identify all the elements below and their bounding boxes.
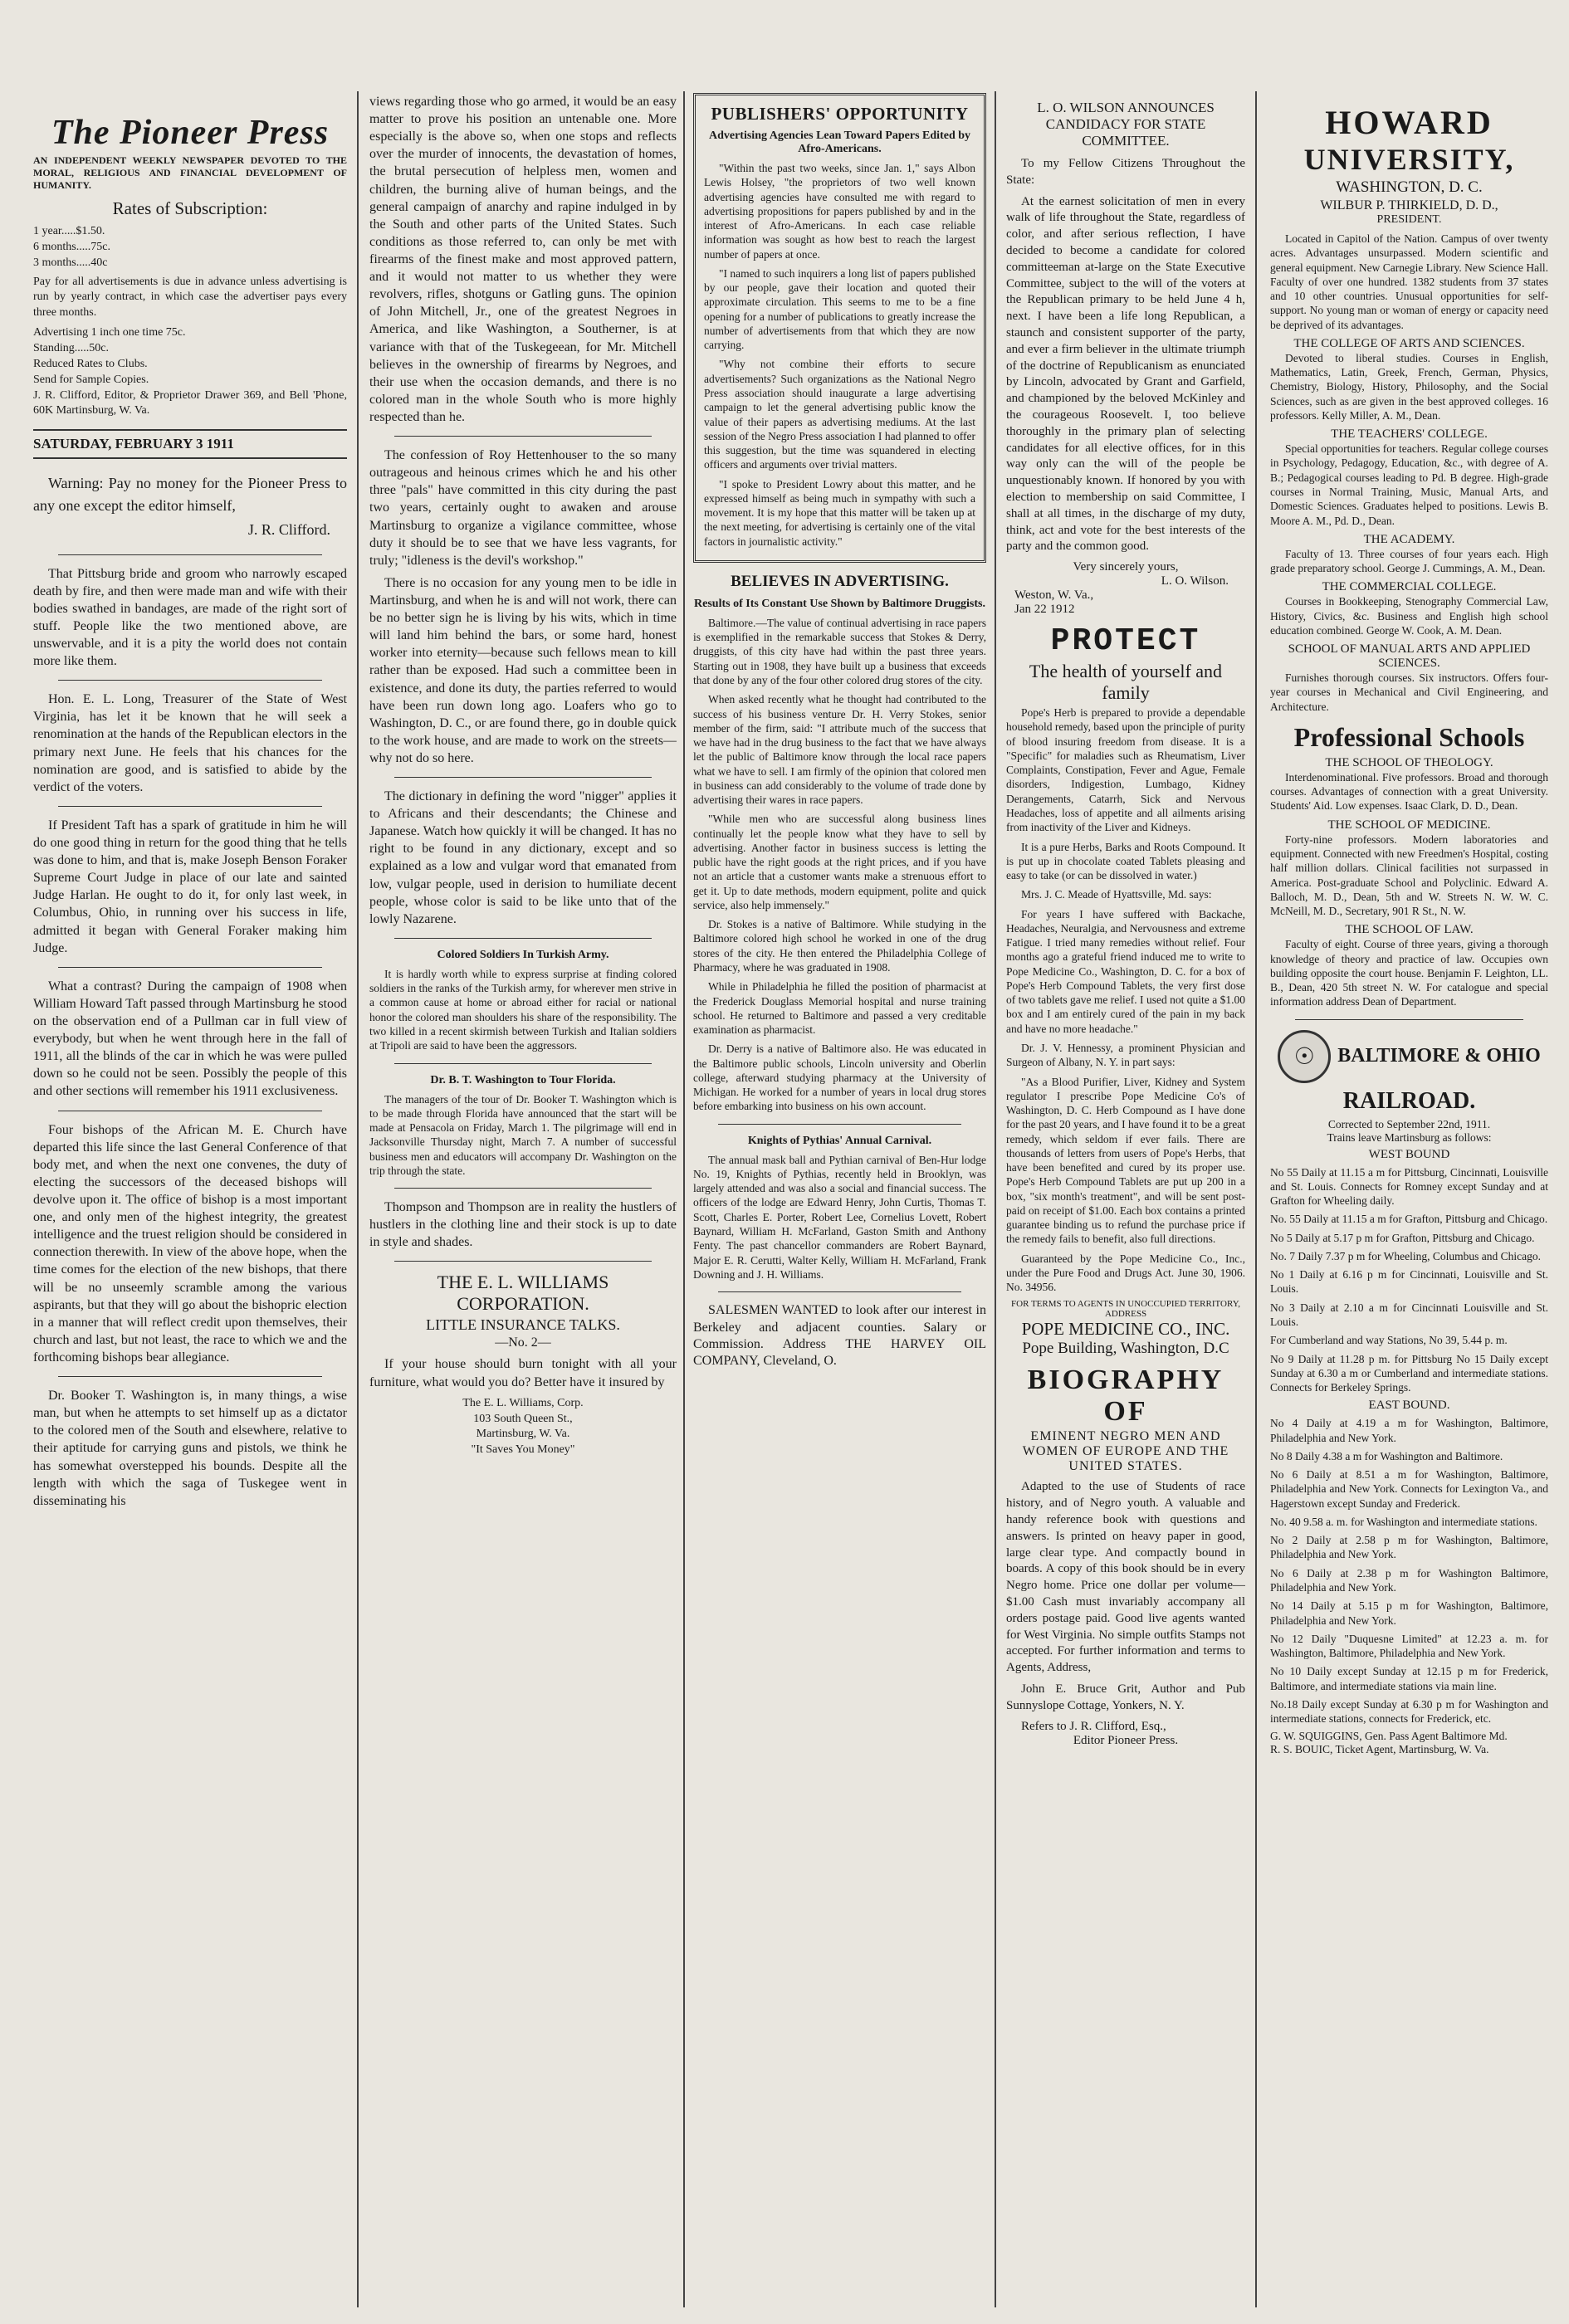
article-body: The managers of the tour of Dr. Booker T. Washington which is to be made through Florida have announced that the start will be made at Pensacola on Friday, March 1. The pilgrimage will end in Jacksonville Thursday night, March 7. A number of successful business men and educators will accompany Dr. Washington on the trip through the state. bbox=[369, 1092, 677, 1177]
rates-note: Pay for all advertisements is due in advance unless advertising is run by yearly contract, in which case the advertiser pays every three months. bbox=[33, 275, 347, 319]
editorial-paragraph: If President Taft has a spark of gratitude in him he will do one good thing in return for the good thing that he tells was done to him, and that is, make Joseph Benson Foraker Supreme Court Judge in place of our late and sainted Judge Harlan. He ought to do it, for only last week, in Columbus, Ohio, in running over his success in life, admitted it began with General Foraker making him Judge. bbox=[33, 818, 347, 955]
school-headline: THE COLLEGE OF ARTS AND SCIENCES. bbox=[1293, 336, 1525, 350]
train-entry: No 6 Daily at 8.51 a m for Washington, Baltimore, Philadelphia and New York. Connects for Lexington Va., and Hagerstown except Sunday and Frederick. bbox=[1270, 1468, 1548, 1510]
train-entry: No 14 Daily at 5.15 p m for Washington, Baltimore, Philadelphia and New York. bbox=[1270, 1599, 1548, 1627]
westbound-list bbox=[1270, 1165, 1548, 1395]
school-headline: THE SCHOOL OF MEDICINE. bbox=[1327, 818, 1491, 832]
railroad-ticket-agent: R. S. BOUIC, Ticket Agent, Martinsburg, W. Va. bbox=[1270, 1743, 1489, 1756]
column-rule bbox=[357, 91, 359, 2307]
box-headline: PUBLISHERS' OPPORTUNITY bbox=[711, 104, 969, 124]
adv-line: Advertising 1 inch one time 75c. bbox=[33, 326, 186, 339]
school-headline: THE SCHOOL OF THEOLOGY. bbox=[1325, 755, 1493, 769]
article-subheadline: Results of Its Constant Use Shown by Baltimore Druggists. bbox=[694, 597, 985, 610]
school-body: Courses in Bookkeeping, Stenography Commercial Law, History, Civics, &c. Business and English high school education combined. George W. Cook, A. M. Dean. bbox=[1270, 595, 1548, 637]
column-1 bbox=[33, 93, 347, 1515]
rate-line: 6 months.....75c. bbox=[33, 240, 110, 253]
school-body: Faculty of eight. Course of three years, giving a thorough knowledge of theory and practice of law. Occupies own building opposite the court house. Benjamin F. Leighton, LL. B., Dean, 420 5th street N. W. For catalogue and special information address Dean of Department. bbox=[1270, 938, 1548, 1008]
train-entry: No 9 Daily at 11.28 p m. for Pittsburg No 15 Daily except Sunday at 6.30 a m or Cumberland and intermediate stations. Connects for Berkeley Springs. bbox=[1270, 1352, 1548, 1394]
box-paragraph: "Why not combine their efforts to secure advertisements? Such organizations as the National Negro Press association should inaugurate a large advertising campaign to let the general advertising public know the value of their papers as advertising mediums. At the last session of the Negro Press association I had planned to offer this suggestion, but the time was squandered in electing officers and arguments over trivial matters. bbox=[704, 358, 975, 471]
column-rule bbox=[995, 91, 996, 2307]
ad-paragraph: Pope's Herb is prepared to provide a dependable household remedy, based upon the principle of purity of blood insuring freedom from disease. It is a "Specific" for maladies such as Rheumatism, Liver Complaints, Constipation, Fever and Ague, Female disorders, Indigestion, Lumbago, Kidney Derangements, Catarrh, Sick and Nervous Headaches, loss of appetite and all ailments arising from inactivity of the Liver and Kidneys. bbox=[1006, 706, 1245, 834]
letter-signature: L. O. Wilson. bbox=[1161, 574, 1229, 588]
rate-line: 1 year.....$1.50. bbox=[33, 225, 105, 237]
train-entry: No. 7 Daily 7.37 p m for Wheeling, Columbus and Chicago. bbox=[1270, 1249, 1541, 1262]
westbound-heading: WEST BOUND bbox=[1368, 1147, 1450, 1161]
railroad-headline: RAILROAD. bbox=[1342, 1087, 1476, 1114]
biography-headline: BIOGRAPHY OF bbox=[1027, 1365, 1224, 1428]
railroad-logo bbox=[1270, 1030, 1548, 1083]
ad-address: The E. L. Williams, Corp. bbox=[462, 1396, 584, 1409]
article-paragraph: Dr. Stokes is a native of Baltimore. While studying in the Baltimore colored high school he worked in one of the drug stores of the city. He then entered the Philadelphia College of Pharmacy, where he was graduated in 1908. bbox=[693, 918, 986, 974]
divider bbox=[394, 1063, 652, 1064]
editorial-paragraph: Hon. E. L. Long, Treasurer of the State of West Virginia, has let it be known that he will seek a renomination at the hands of the Republican electors in the primary next June. He feels that his chances for the nomination are good, and is satisfied to abide by the verdict of the voters. bbox=[33, 692, 347, 794]
university-name: HOWARD bbox=[1325, 104, 1493, 141]
biography-reference-2: Editor Pioneer Press. bbox=[1073, 1733, 1179, 1747]
column-4 bbox=[1006, 93, 1245, 1748]
ad-paragraph: For years I have suffered with Backache, Headaches, Neuralgia, and Nervousness and extreme Fatigue. I tried many remedies without relief. Four months ago a grateful friend induced me to write to Pope Medicine Co., Washington, D. C. for a box of Pope's Herb Compound Tablets, the very first dose of two tablets gave me relief. I used not quite a $1.00 box and I am entirely cured of the pain in my back and have no more headache." bbox=[1006, 907, 1245, 1035]
school-headline: THE TEACHERS' COLLEGE. bbox=[1331, 427, 1488, 442]
train-entry: No 55 Daily at 11.15 a m for Pittsburg, Cincinnati, Louisville and St. Louis. Connects for Romney except Sunday and at Grafton for Wheeling daily. bbox=[1270, 1165, 1548, 1208]
classified-ad: SALESMEN WANTED to look after our interest in Berkeley and adjacent counties. Salary or Commission. Address THE HARVEY OIL COMPANY, Cleveland, O. bbox=[693, 1303, 986, 1369]
divider bbox=[718, 1291, 961, 1292]
editorial-paragraph: Four bishops of the African M. E. Church have departed this life since the last General Conference of that body met, and when the next one convenes, the duty of electing the successors of the deceased bishops will devolve upon it. The office of bishop is a most important one, and only men of the highest integrity, the greatest intelligence and the truest religion should be considered in connection therewith. In view of the above hope, when the time comes for the election of the new bishops, that there will be no unseemly scramble among the various aspirants, but that they will go about the bishopric election in a manner that will reflect credit upon themselves, their church and last, but not least, the race to which we and the forthcoming bishops bear allegiance. bbox=[33, 1122, 347, 1365]
article-headline: Dr. B. T. Washington to Tour Florida. bbox=[430, 1073, 616, 1086]
protect-subheadline: The health of yourself and family bbox=[1029, 661, 1223, 704]
school-body: Furnishes thorough courses. Six instructors. Offers four-year courses in Mechanical and Civil Engineering, and Architecture. bbox=[1270, 671, 1548, 713]
train-entry: No 4 Daily at 4.19 a m for Washington, Baltimore, Philadelphia and New York. bbox=[1270, 1417, 1548, 1444]
article-headline: L. O. WILSON ANNOUNCES CANDIDACY FOR STATE COMMITTEE. bbox=[1037, 100, 1215, 149]
letter-salutation: To my Fellow Citizens Throughout the State: bbox=[1006, 157, 1245, 187]
article-headline: BELIEVES IN ADVERTISING. bbox=[731, 572, 949, 590]
school-body: Devoted to liberal studies. Courses in English, Mathematics, Latin, Greek, French, German, Physics, Chemistry, Biology, History, Philosophy, and the Social Sciences, such as are given in the best approved colleges. 16 professors. Kelly Miller, A. M., Dean. bbox=[1270, 351, 1548, 422]
divider bbox=[58, 806, 322, 807]
editorial-paragraph: Dr. Booker T. Washington is, in many things, a wise man, but when he attempts to set himself up as a dictator to the colored men of the South and elsewhere, relative to their aptitude for carrying guns and pistols, we think he has somewhat overstepped his bounds. Despite all the length with which the saga of Tuskegee went in disseminating his bbox=[33, 1389, 347, 1508]
school-headline: THE COMMERCIAL COLLEGE. bbox=[1322, 580, 1497, 594]
train-entry: No 8 Daily 4.38 a m for Washington and Baltimore. bbox=[1270, 1449, 1503, 1462]
rate-line: 3 months.....40c bbox=[33, 256, 108, 269]
train-entry: For Cumberland and way Stations, No 39, 5.44 p. m. bbox=[1270, 1334, 1508, 1347]
column-rule bbox=[1255, 91, 1257, 2307]
train-entry: No 1 Daily at 6.16 p m for Cincinnati, Louisville and St. Louis. bbox=[1270, 1268, 1548, 1296]
box-paragraph: "Within the past two weeks, since Jan. 1," says Albon Lewis Holsey, "the proprietors of two well known advertising agencies have consulted me with regard to advertising propositions for papers published by and in the interest of Afro-Americans. In each case reliable information was sought as how best to reach the largest number of papers at once. bbox=[704, 162, 975, 261]
adv-line: Send for Sample Copies. bbox=[33, 373, 149, 386]
school-body: Faculty of 13. Three courses of four years each. High grade preparatory school. George J. Cummings, A. M., Dean. bbox=[1270, 547, 1548, 575]
divider bbox=[1295, 1019, 1523, 1020]
article-paragraph: When asked recently what he thought had contributed to the success of his business venture Dr. H. Verry Stokes, senior member of the firm, said: "I attribute much of the success that we have had in the drug business to the fact that we have always let the public of Baltimore know through the local race papers what we have to sell. I am firmly of the opinion that colored men in business can add considerably to the volume of trade done by advertising their wares in race papers. bbox=[693, 693, 986, 807]
ad-address: Martinsburg, W. Va. bbox=[476, 1428, 570, 1441]
ad-paragraph: Guaranteed by the Pope Medicine Co., Inc., under the Pure Food and Drugs Act. June 30, 1906. No. 34956. bbox=[1006, 1252, 1245, 1294]
ad-number: —No. 2— bbox=[495, 1335, 551, 1350]
divider bbox=[58, 967, 322, 968]
letter-body: At the earnest solicitation of men in every walk of life throughout the State, regardless of color, and after serious reflection, I have decided to become a candidate for colored committeeman at-large on the State Executive Committee, subject to the will of the voters at the Republican primary to be held June 4 h, next. I have been a life long Republican, a staunch and consistent supporter of the party, and ever a firm believer in the ultimate triumph of the doctrine of Republicanism as enunciated by Lincoln, advocated by Grant and Garfield, and championed by the beloved McKinley and the courageous Roosevelt. I, too believe thoroughly in the primary plan of selecting candidates for all elective offices, for in this way only can the will of the people be unquestionably known. If honored by you with election to membership on said Committee, I shall at all times, in the discharge of my duty, think, act and vote for the best interests of the party and the common good. bbox=[1006, 194, 1245, 554]
article-paragraph: Baltimore.—The value of continual advertising in race papers is exemplified in the remarkable success that Stokes & Derry, druggists, of this city have had within the past three years. Starting out in 1908, they have built up a business that exceeds that done by any of the four other colored drug stores of the city. bbox=[693, 616, 986, 686]
masthead-tagline: AN INDEPENDENT WEEKLY NEWSPAPER DEVOTED TO THE MORAL, RELIGIOUS AND FINANCIAL DEVELOPMENT OF HUMANITY. bbox=[33, 154, 347, 191]
ad-subheadline: LITTLE INSURANCE TALKS. bbox=[426, 1316, 620, 1334]
editorial-paragraph: There is no occasion for any young men to be idle in Martinsburg, and when he is and will not work, there can be no better sign he is living by his wits, which in time will land him behind the bars, or some hard, honest worker into eternity—because such fellows mean to kill rather than be exposed. Had such a committee been in existence, and done its duty, the parties referred to would have been run down long ago. Loafers who go to Washington, D. C., or are found there, go in double quick to the work house, and are made to work on the streets—why not do so here. bbox=[369, 575, 677, 765]
column-2 bbox=[369, 93, 677, 1458]
university-name-2: UNIVERSITY, bbox=[1303, 143, 1515, 176]
warning-signature: J. R. Clifford. bbox=[247, 520, 330, 538]
masthead: The Pioneer Press bbox=[51, 114, 330, 152]
article-body: It is hardly worth while to express surprise at finding colored soldiers in the ranks of the Turkish army, for wherever men strive in a common cause at home or abroad either for racial or national honor the colored man shoulders his share of the responsibility. The two killed in a recent skirmish between Turkish and Italian soldiers at Tripoli are said to have been the aggressors. bbox=[369, 967, 677, 1052]
biography-body: Adapted to the use of Students of race history, and of Negro youth. A valuable and handy reference book with questions and answers. Is printed on heavy paper in good, large clear type. And compactly bound in boards. A copy of this book should be in every Negro home. Price one dollar per volume—$1.00 Cash must invariably accompany all orders postage paid. Good live agents wanted for West Virginia. No simple outfits Stamps not accepted. For further information and terms to Agents, Address, bbox=[1006, 1480, 1245, 1675]
article-headline: Knights of Pythias' Annual Carnival. bbox=[747, 1134, 932, 1147]
letter-date: Jan 22 1912 bbox=[1014, 603, 1075, 617]
eastbound-heading: EAST BOUND. bbox=[1368, 1399, 1450, 1413]
article-paragraph: Dr. Derry is a native of Baltimore also. He was educated in the Baltimore public schools, Lincoln university and Oberlin college, afterward studying pharmacy at the University of Michigan. He worked for a number of years in local drug stores before embarking into business on his own account. bbox=[693, 1042, 986, 1113]
biography-address: John E. Bruce Grit, Author and Pub Sunnyslope Cottage, Yonkers, N. Y. bbox=[1006, 1682, 1245, 1712]
school-body: Special opportunities for teachers. Regular college courses in Psychology, Pedagogy, Education, &c., with degree of A. B.; Pedagogical courses leading to Pd. B degree. High-grade courses in Normal Training, Music, Manual Arts, and Domestic Sciences. Graduates helped to positions. Lewis B. Moore A. M., Pd. D., Dean. bbox=[1270, 442, 1548, 527]
editorial-paragraph: views regarding those who go armed, it would be an easy matter to prove his position an untenable one. More especially is the above so, when one stops and reflects over the murder of innocents, the devastation of homes, the brutal persecution of helpless men, women and children, the burning alive of human beings, and the general campaign of anarchy and rapine indulged in by the South and other parts of the United States. Such conditions as those referred to, can only be met with firearms of the finest make and most approved pattern, and it would not matter to us whether they were revolvers, rifles, shotguns or Gatling guns. The opinion of John Mitchell, Jr., one of the greatest Negroes in America, and like Washington, a Southerner, is at variance with that of the Tuskegeean, for Mr. Mitchell believes in the ownership of firearms by Negroes, and their use when the occasion demands, and there is no colored man in the whole South who is more highly respected than he. bbox=[369, 95, 677, 424]
ad-headline: THE E. L. WILLIAMS CORPORATION. bbox=[437, 1272, 609, 1315]
train-entry: No. 40 9.58 a. m. for Washington and intermediate stations. bbox=[1270, 1515, 1537, 1528]
article-paragraph: The annual mask ball and Pythian carnival of Ben-Hur lodge No. 19, Knights of Pythias, recently held in Brooklyn, was largely attended and was also a social and financial success. The officers of the lodge are Edward Henry, John Curtis, Thomas T. Scott, Charles E. Porter, Robert Lee, Cornelius Lovett, Robert Baynard, William H. McFarland, Gaston Smith and Anthony Fenty. The past chancellor commanders are Robert Baynard, Major E. R. Cerutti, Walter Kelly, William H. McFarland, Frank Downing and J. H. Williams. bbox=[693, 1153, 986, 1281]
box-paragraph: "I spoke to President Lowry about this matter, and he expressed himself as being much in sympathy with such a movement. It is my hope that this matter will be taken up at the next meeting, for advertising is certainly one of the vital factors in journalistic activity." bbox=[704, 477, 975, 548]
adv-line: Standing.....50c. bbox=[33, 341, 109, 354]
train-entry: No.18 Daily except Sunday at 6.30 p m for Washington and intermediate stations, connects for Frederick, etc. bbox=[1270, 1697, 1548, 1726]
divider bbox=[718, 1124, 961, 1125]
article-headline: Colored Soldiers In Turkish Army. bbox=[437, 948, 609, 961]
ad-address: "It Saves You Money" bbox=[471, 1443, 575, 1457]
divider bbox=[58, 1376, 322, 1377]
railroad-logo-text: BALTIMORE & OHIO bbox=[1337, 1045, 1541, 1067]
railroad-seal-icon: ☉ bbox=[1278, 1030, 1331, 1083]
editorial-paragraph: The dictionary in defining the word "nigger" applies it to Africans and their descendants; the Chinese and Japanese. Watch how quickly it will be changed. It has no right to be found in any dictionary, except and so explained as a low and vulgar word that emanated from low, vulgar people, used in derision to humiliate decent people, whose color is said to be like unto that of the lowly Nazarene. bbox=[369, 789, 677, 926]
train-entry: No 5 Daily at 5.17 p m for Grafton, Pittsburg and Chicago. bbox=[1270, 1231, 1535, 1244]
ad-paragraph: Mrs. J. C. Meade of Hyattsville, Md. says: bbox=[1021, 888, 1212, 901]
divider bbox=[58, 680, 322, 681]
issue-date: SATURDAY, FEBRUARY 3 1911 bbox=[33, 429, 347, 459]
ad-paragraph: It is a pure Herbs, Barks and Roots Compound. It is put up in chocolate coated Tablets pleasing and easy to take (or can be dissolved in water.) bbox=[1006, 840, 1245, 882]
railroad-note-2: Trains leave Martinsburg as follows: bbox=[1327, 1130, 1492, 1144]
train-entry: No 2 Daily at 2.58 p m for Washington, Baltimore, Philadelphia and New York. bbox=[1270, 1534, 1548, 1561]
ad-company-name: POPE MEDICINE CO., INC. bbox=[1021, 1319, 1230, 1340]
divider bbox=[394, 1188, 652, 1189]
ad-address: 103 South Queen St., bbox=[473, 1412, 573, 1425]
article-paragraph: "While men who are successful along business lines continually let the people know what they have to sell by advertising. Another factor in business success is letting the public have the right goods at the right prices, and if you have not an article that a customer wants make a strenuous effort to get it. Up to date methods, modern equipment, polite and quick service, also help immensely." bbox=[693, 813, 986, 911]
train-entry: No 10 Daily except Sunday at 12.15 p m for Frederick, Baltimore, and intermediate stations via main line. bbox=[1270, 1665, 1548, 1692]
biography-reference: Refers to J. R. Clifford, Esq., bbox=[1021, 1719, 1166, 1733]
rates-title: Rates of Subscription: bbox=[112, 198, 268, 218]
divider bbox=[394, 938, 652, 939]
box-subheadline: Advertising Agencies Lean Toward Papers Edited by Afro-Americans. bbox=[708, 129, 971, 155]
professional-schools-headline: Professional Schools bbox=[1293, 721, 1525, 752]
divider bbox=[394, 777, 652, 778]
column-5 bbox=[1270, 93, 1548, 1756]
train-entry: No. 55 Daily at 11.15 a m for Grafton, Pittsburg and Chicago. bbox=[1270, 1213, 1548, 1226]
eastbound-list bbox=[1270, 1416, 1548, 1726]
school-headline: THE SCHOOL OF LAW. bbox=[1345, 923, 1474, 937]
article-paragraph: While in Philadelphia he filled the position of pharmacist at the Frederick Douglass Memorial hospital and nurse training school. He returned to Baltimore and passed a very creditable examination as pharmacist. bbox=[693, 980, 986, 1037]
column-rule bbox=[683, 91, 685, 2307]
university-president: WILBUR P. THIRKIELD, D. D., bbox=[1320, 198, 1498, 212]
school-body: Interdenominational. Five professors. Broad and thorough courses. Advantages of connection with a great University. Students' Aid. Low expenses. Isaac Clark, D. D., Dean. bbox=[1270, 770, 1548, 813]
university-president-title: PRESIDENT. bbox=[1376, 213, 1442, 226]
train-entry: No 6 Daily at 2.38 p m for Washington Baltimore, Philadelphia and New York. bbox=[1270, 1566, 1548, 1594]
railroad-note: Corrected to September 22nd, 1911. bbox=[1327, 1117, 1491, 1130]
editorial-paragraph: Thompson and Thompson are in reality the hustlers of hustlers in the clothing line and their stock is up to date in style and shades. bbox=[369, 1200, 677, 1250]
ad-paragraph: Dr. J. V. Hennessy, a prominent Physician and Surgeon of Albany, N. Y. in part says: bbox=[1006, 1041, 1245, 1069]
editorial-paragraph: What a contrast? During the campaign of 1908 when William Howard Taft passed through Martinsburg he stood on the observation end of a Pullman car in full view of everybody, but when he went through here in the fall of 1911, all the blinds of the car in which he was were pulled down so he could not be seen. Possibly the people of this and other sections will remember his 1911 exclusiveness. bbox=[33, 979, 347, 1099]
university-city: WASHINGTON, D. C. bbox=[1336, 178, 1483, 196]
ad-paragraph: "As a Blood Purifier, Liver, Kidney and System regulator I prescribe Pope Medicine Co's of Washington, D. C. Herb Compound as I have done for the past 20 years, and I have found it to be a great remedy, which seldom if ever fails. There are thousands of letters from users of Pope's Herbs, that have been benefited and cured by its proper use. Pope's Herb Compound Tablets are put up 200 in a box, "six month's treatment", and will be sent post-paid on receipt of $1.00. Each box contains a printed guarantee binding us to refund the purchase price if the remedy fails to benefit, also full directions. bbox=[1006, 1075, 1245, 1246]
protect-headline: PROTECT bbox=[1050, 623, 1201, 660]
letter-place: Weston, W. Va., bbox=[1014, 588, 1094, 603]
train-entry: No 3 Daily at 2.10 a m for Cincinnati Louisville and St. Louis. bbox=[1270, 1301, 1548, 1329]
ad-agents-note: FOR TERMS TO AGENTS IN UNOCCUPIED TERRITORY, ADDRESS bbox=[1011, 1299, 1240, 1320]
train-entry: No 12 Daily "Duquesne Limited" at 12.23 a. m. for Washington, Baltimore, Philadelphia and New York. bbox=[1270, 1632, 1548, 1660]
biography-subheadline: EMINENT NEGRO MEN AND WOMEN OF EUROPE AND THE UNITED STATES. bbox=[1022, 1429, 1229, 1474]
column-3 bbox=[693, 93, 986, 1375]
ad-body: If your house should burn tonight with all your furniture, what would you do? Better have it insured by bbox=[369, 1357, 677, 1389]
divider bbox=[394, 436, 652, 437]
school-headline: THE ACADEMY. bbox=[1363, 532, 1455, 546]
letter-close: Very sincerely yours, bbox=[1073, 560, 1179, 574]
publishers-box bbox=[693, 93, 986, 563]
school-headline: SCHOOL OF MANUAL ARTS AND APPLIED SCIENCES. bbox=[1288, 642, 1531, 671]
ad-company-address: Pope Building, Washington, D.C bbox=[1022, 1340, 1229, 1358]
box-paragraph: "I named to such inquirers a long list of papers published by our people, gave their location and quoted their approximate circulation. This seems to me to be a fine opening for a number of publications to greatly increase the number of advertisements from that which they are now carrying. bbox=[704, 266, 975, 352]
divider bbox=[394, 1261, 652, 1262]
school-body: Forty-nine professors. Modern laboratories and equipment. Connected with new Freedmen's Hospital, costing half million dollars. Clinical facilities not surpassed in America. Post-graduate School and Polyclinic. Edward A. Balloch, M. D., Dean, 5th and W. Streets N. W. W. C. McNeill, M. D., Secretary, 901 R St., N. W. bbox=[1270, 832, 1548, 918]
divider bbox=[58, 554, 322, 555]
warning-notice: Warning: Pay no money for the Pioneer Press to any one except the editor himself, bbox=[33, 474, 347, 514]
editorial-paragraph: The confession of Roy Hettenhouser to the so many outrageous and heinous crimes which he and his other three "pals" have committed in this city during the past two years, certainly ought to awaken and arouse Martinsburg to organize a vigilance committee, whose duty it should be to see that we have less vagrants, for truly; "idleness is the devil's workshop." bbox=[369, 448, 677, 568]
railroad-agent: G. W. SQUIGGINS, Gen. Pass Agent Baltimore Md. bbox=[1270, 1730, 1508, 1743]
university-intro: Located in Capitol of the Nation. Campus of over twenty acres. Advantages unsurpassed. Modern scientific and general equipment. New Carnegie Library. New Science Hall. Faculty of over one hundred. 1382 students from 37 states and 10 other countries. Unusual opportunities for self-support. No young man or woman of energy or capacity need be deprived of its advantages. bbox=[1270, 232, 1548, 331]
adv-line: Reduced Rates to Clubs. bbox=[33, 357, 148, 370]
editorial-paragraph: That Pittsburg bride and groom who narrowly escaped death by fire, and then were made man and wife with their bodies swathed in bandages, are made of the right sort of stuff. People like the two mentioned above, are unswervable, and it is a pity the world does not contain more like them. bbox=[33, 566, 347, 669]
editor-info: J. R. Clifford, Editor, & Proprietor Drawer 369, and Bell 'Phone, 60K Martinsburg, W. Va. bbox=[33, 388, 347, 417]
